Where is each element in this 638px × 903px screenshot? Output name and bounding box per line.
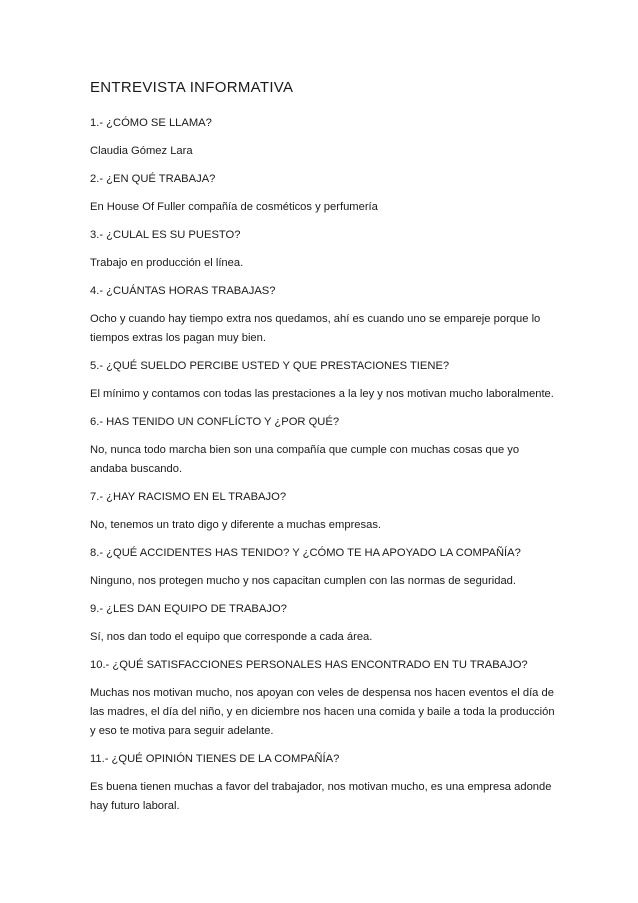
question-6: 6.- HAS TENIDO UN CONFLÍCTO Y ¿POR QUÉ?	[90, 416, 340, 428]
answer-7: No, tenemos un trato digo y diferente a muchas empresas.	[90, 519, 382, 531]
question-8: 8.- ¿QUÉ ACCIDENTES HAS TENIDO? Y ¿CÓMO TE HA APOYADO LA COMPAÑÍA?	[90, 547, 521, 559]
answer-3: Trabajo en producción el línea.	[90, 257, 244, 269]
answer-1: Claudia Gómez Lara	[90, 145, 193, 157]
question-7: 7.- ¿HAY RACISMO EN EL TRABAJO?	[90, 491, 287, 503]
question-4: 4.- ¿CUÁNTAS HORAS TRABAJAS?	[90, 285, 276, 297]
answer-10: Muchas nos motivan mucho, nos apoyan con veles de despensa nos hacen eventos el día de las madres, el día del niño, y en diciembre nos hacen una comida y baile a toda la producción y eso te motiva para seguir adelante.	[90, 687, 555, 737]
question-9: 9.- ¿LES DAN EQUIPO DE TRABAJO?	[90, 603, 287, 615]
question-3: 3.- ¿CULAL ES SU PUESTO?	[90, 229, 241, 241]
question-2: 2.- ¿EN QUÉ TRABAJA?	[90, 173, 216, 185]
answer-5: El mínimo y contamos con todas las prestaciones a la ley y nos motivan mucho laboralmente.	[90, 388, 554, 400]
question-5: 5.- ¿QUÉ SUELDO PERCIBE USTED Y QUE PRESTACIONES TIENE?	[90, 360, 450, 372]
qa-list	[90, 114, 558, 816]
answer-6: No, nunca todo marcha bien son una compañía que cumple con muchas cosas que yo andaba buscando.	[90, 444, 520, 475]
answer-9: Sí, nos dan todo el equipo que corresponde a cada área.	[90, 631, 373, 643]
question-11: 11.- ¿QUÉ OPINIÓN TIENES DE LA COMPAÑÍA?	[90, 753, 340, 765]
answer-2: En House Of Fuller compañía de cosméticos y perfumería	[90, 201, 378, 213]
answer-4: Ocho y cuando hay tiempo extra nos quedamos, ahí es cuando uno se empareje porque lo tiempos extras los pagan muy bien.	[90, 313, 541, 344]
document-title: ENTREVISTA INFORMATIVA	[90, 79, 294, 96]
question-10: 10.- ¿QUÉ SATISFACCIONES PERSONALES HAS ENCONTRADO EN TU TRABAJO?	[90, 659, 528, 671]
answer-8: Ninguno, nos protegen mucho y nos capacitan cumplen con las normas de seguridad.	[90, 575, 517, 587]
question-1: 1.- ¿CÓMO SE LLAMA?	[90, 117, 212, 129]
answer-11: Es buena tienen muchas a favor del trabajador, nos motivan mucho, es una empresa adonde hay futuro laboral.	[90, 781, 552, 812]
